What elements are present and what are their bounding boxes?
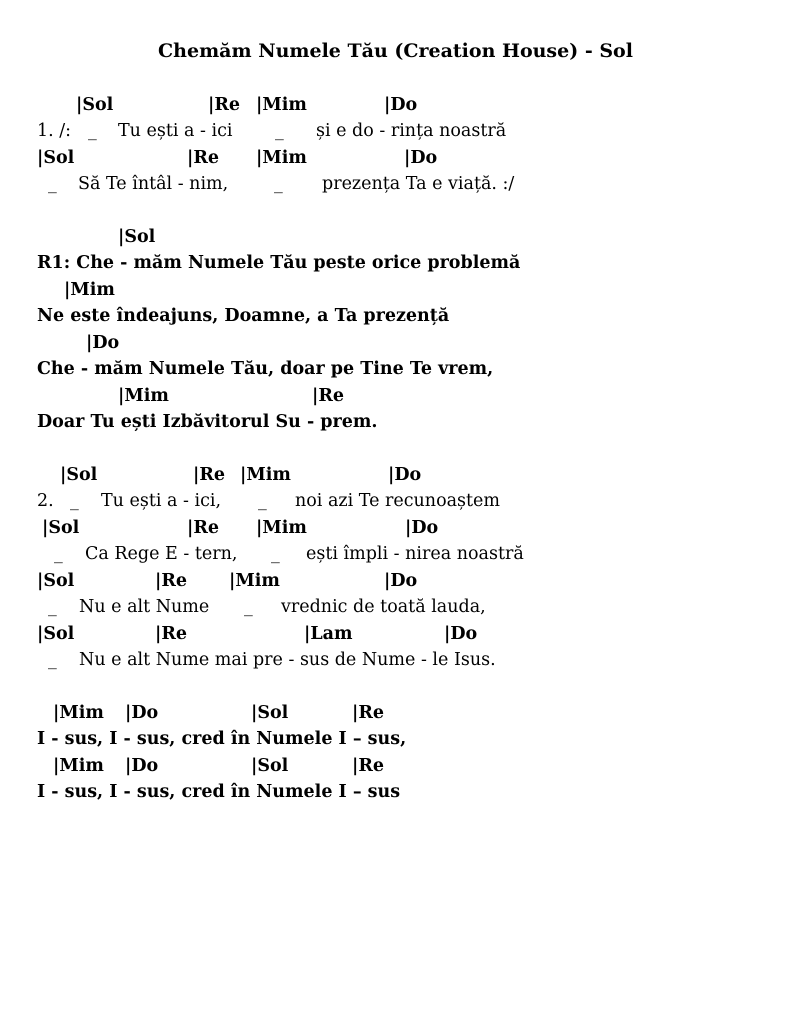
chord: |Re (155, 571, 188, 591)
chorus-line: Ne este îndeajuns, Doamne, a Ta prezență (37, 306, 450, 326)
chord: |Sol (37, 148, 75, 168)
chord: |Re (352, 703, 385, 723)
song-title: Chemăm Numele Tău (Creation House) - Sol (158, 40, 633, 62)
lyric-segment: _ (274, 174, 283, 194)
lyric-segment: Nu e alt Nume mai pre - sus de Nume - le Isus. (79, 650, 496, 670)
chord: |Sol (37, 624, 75, 644)
lyric-segment: prezența Ta e viață. :/ (322, 174, 515, 194)
chord: |Do (405, 518, 439, 538)
lyric-segment: Ca Rege E - tern, (85, 544, 238, 564)
chord: |Lam (304, 624, 353, 644)
chord: |Re (208, 95, 241, 115)
chord: |Sol (251, 756, 289, 776)
chord: |Sol (60, 465, 98, 485)
chord: |Sol (37, 571, 75, 591)
chord: |Do (125, 703, 159, 723)
lyric-segment: ești împli - nirea noastră (306, 544, 524, 564)
lyric-segment: Să Te întâl - nim, (78, 174, 229, 194)
chord: |Do (125, 756, 159, 776)
chord: |Mim (118, 386, 169, 406)
lyric-segment: _ (48, 174, 57, 194)
lyric-segment: Nu e alt Nume (79, 597, 210, 617)
chord: |Mim (256, 518, 307, 538)
chord: |Mim (256, 95, 307, 115)
lyric-segment: _ (48, 650, 57, 670)
chord: |Mim (53, 756, 104, 776)
ending-line: I - sus, I - sus, cred în Numele I – sus (37, 782, 401, 802)
lyric-segment: vrednic de toată lauda, (281, 597, 486, 617)
chord: |Sol (76, 95, 114, 115)
ending-line: I - sus, I - sus, cred în Numele I – sus, (37, 729, 407, 749)
chord: |Mim (64, 280, 115, 300)
lyric-segment: Tu ești a - ici (118, 121, 233, 141)
chord: |Sol (118, 227, 156, 247)
chord: |Mim (256, 148, 307, 168)
chord: |Do (444, 624, 478, 644)
chord: |Re (312, 386, 345, 406)
chord: |Mim (229, 571, 280, 591)
lyric-segment: _ (244, 597, 253, 617)
chord: |Re (187, 518, 220, 538)
chord: |Do (404, 148, 438, 168)
lyric-segment: Tu ești a - ici, (101, 491, 222, 511)
chord: |Mim (53, 703, 104, 723)
chorus-line: Che - măm Numele Tău, doar pe Tine Te vrem, (37, 359, 494, 379)
lyric-segment: _ (48, 597, 57, 617)
lyric-segment: 2. (37, 491, 54, 511)
chord: |Do (384, 571, 418, 591)
chord: |Do (388, 465, 422, 485)
lyric-segment: _ (88, 121, 97, 141)
chorus-line: R1: Che - măm Numele Tău peste orice problemă (37, 253, 521, 273)
lyric-segment: _ (258, 491, 267, 511)
lyric-segment: și e do - rința noastră (316, 121, 507, 141)
lyric-segment: _ (54, 544, 63, 564)
chord: |Re (187, 148, 220, 168)
lyric-segment: _ (275, 121, 284, 141)
chord: |Sol (251, 703, 289, 723)
lyric-segment: noi azi Te recunoaștem (295, 491, 501, 511)
chord: |Re (193, 465, 226, 485)
chord: |Re (155, 624, 188, 644)
chord: |Sol (42, 518, 80, 538)
chorus-line: Doar Tu ești Izbăvitorul Su - prem. (37, 412, 378, 432)
chord: |Do (384, 95, 418, 115)
lyric-segment: _ (70, 491, 79, 511)
chord: |Do (86, 333, 120, 353)
lyric-segment: _ (271, 544, 280, 564)
lyric-segment: 1. /: (37, 121, 72, 141)
chord: |Re (352, 756, 385, 776)
chord: |Mim (240, 465, 291, 485)
